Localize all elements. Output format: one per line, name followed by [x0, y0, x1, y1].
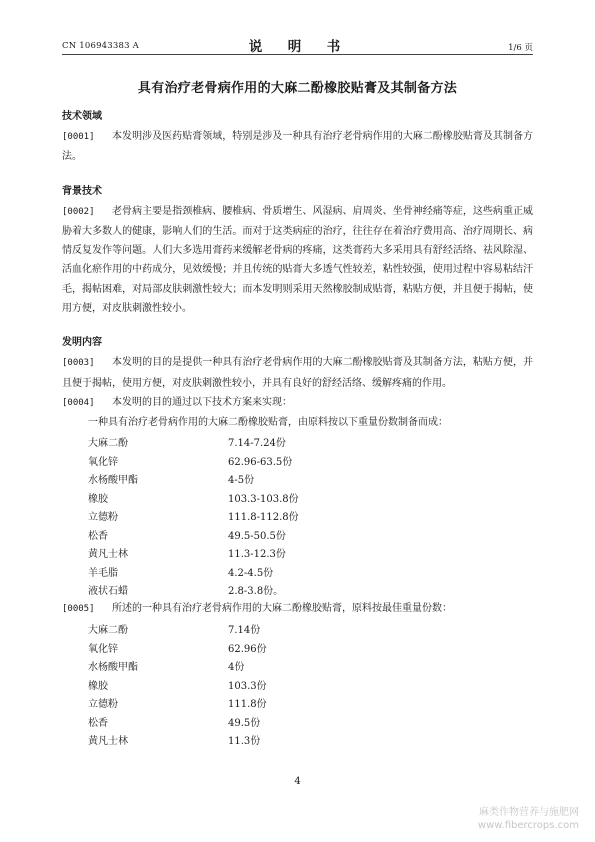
- paragraph-number: [0003]: [62, 358, 95, 369]
- paragraph-text: 老骨病主要是指颈椎病、腰椎病、骨质增生、风湿病、肩周炎、坐骨神经痛等症，这些病重正威胁着大多数人的健康，影响人们的生活。而对于这类病症的治疗，往往存在着治疗费用高、治疗周期长、病情反复发作等问题。人们大多选用膏药来缓解老骨病的疼痛，这类膏药大多采用具有舒经活络、祛风除湿、活血化瘀作用的中药成分，见效缓慢；并且传统的贴膏大多透气性较差，粘性较强，使用过程中容易粘结汗毛，揭帖困难，对局部皮肤刺激性较大；而本发明则采用天然橡胶制成贴膏，粘贴方便，并且便于揭帖，使用方便，对皮肤刺激性较小。: [62, 205, 533, 315]
- paragraph-0003: [62, 353, 533, 393]
- ingredient-row: [88, 451, 299, 470]
- ingredient-amount: 62.96份: [228, 643, 267, 655]
- ingredient-row: [88, 730, 267, 749]
- watermark-url: www.fibercrops.com: [477, 820, 579, 831]
- doc-number: CN 106943383 A: [62, 41, 139, 51]
- doc-type-heading: 说 明 书: [248, 39, 347, 55]
- ingredient-table-optimal: [88, 619, 267, 749]
- ingredient-amount: 49.5-50.5份: [228, 530, 286, 542]
- ingredient-name: 立德粉: [88, 512, 118, 524]
- ingredient-name: 大麻二酚: [88, 625, 128, 637]
- ingredient-amount: 2.8-3.8份。: [228, 586, 284, 598]
- paragraph-0004-subtext: 一种具有治疗老骨病作用的大麻二酚橡胶贴膏，由原料按以下重量份数制备而成：: [88, 417, 448, 429]
- ingredient-name: 羊毛脂: [88, 567, 118, 579]
- ingredient-amount: 111.8-112.8份: [228, 512, 299, 524]
- ingredient-name: 氧化锌: [88, 643, 118, 655]
- ingredient-amount: 11.3-12.3份: [228, 549, 286, 561]
- paragraph-number: [0004]: [62, 397, 95, 408]
- paragraph-text: 本发明的目的通过以下技术方案来实现：: [112, 396, 292, 408]
- ingredient-name: 松香: [88, 717, 108, 729]
- ingredient-amount: 7.14-7.24份: [228, 438, 286, 450]
- paragraph-0001: [62, 127, 533, 167]
- ingredient-row: [88, 433, 299, 452]
- ingredient-name: 氧化锌: [88, 456, 118, 468]
- paragraph-text: 本发明涉及医药贴膏领域，特别是涉及一种具有治疗老骨病作用的大麻二酚橡胶贴膏及其制备方法。: [62, 131, 533, 163]
- ingredient-name: 水杨酸甲酯: [88, 475, 138, 487]
- ingredient-name: 橡胶: [88, 680, 108, 692]
- ingredient-amount: 7.14份: [228, 625, 261, 637]
- ingredient-row: [88, 470, 299, 489]
- ingredient-name: 黄凡士林: [88, 549, 128, 561]
- ingredient-amount: 4-5份: [228, 475, 255, 487]
- ingredient-amount: 111.8份: [228, 699, 267, 711]
- ingredient-amount: 62.96-63.5份: [228, 456, 293, 468]
- paragraph-text: 本发明的目的是提供一种具有治疗老骨病作用的大麻二酚橡胶贴膏及其制备方法，粘贴方便，并且便于揭帖，使用方便，对皮肤刺激性较小，并具有良好的舒经活络、缓解疼痛的作用。: [62, 357, 533, 389]
- ingredient-row: [88, 581, 299, 600]
- document-body: [62, 107, 533, 749]
- ingredient-row: [88, 712, 267, 731]
- ingredient-name: 大麻二酚: [88, 438, 128, 450]
- ingredient-name: 松香: [88, 530, 108, 542]
- watermark-site-name: 麻类作物营养与施肥网: [479, 807, 579, 818]
- ingredient-amount: 49.5份: [228, 717, 261, 729]
- paragraph-number: [0001]: [62, 132, 95, 142]
- paragraph-0004: [62, 393, 533, 413]
- ingredient-name: 液状石蜡: [88, 586, 128, 598]
- ingredient-amount: 103.3-103.8份: [228, 493, 299, 505]
- watermark: [478, 806, 579, 832]
- ingredient-table-range: [88, 433, 299, 600]
- ingredient-row: [88, 507, 299, 526]
- ingredient-row: [88, 656, 267, 675]
- ingredient-row: [88, 525, 299, 544]
- ingredient-row: [88, 619, 267, 638]
- ingredient-amount: 4份: [228, 662, 245, 674]
- paragraph-number: [0005]: [62, 604, 95, 615]
- section-heading-tech-field: 技术领域: [62, 111, 102, 122]
- ingredient-name: 黄凡士林: [88, 736, 128, 748]
- ingredient-row: [88, 488, 299, 507]
- ingredient-row: [88, 675, 267, 694]
- ingredient-row: [88, 638, 267, 657]
- ingredient-amount: 11.3份: [228, 736, 261, 748]
- ingredient-row: [88, 544, 299, 563]
- page-header: [62, 34, 533, 55]
- ingredient-name: 水杨酸甲酯: [88, 662, 138, 674]
- paragraph-number: [0002]: [62, 206, 95, 217]
- document-title: 具有治疗老骨病作用的大麻二酚橡胶贴膏及其制备方法: [137, 81, 458, 96]
- ingredient-amount: 4.2-4.5份: [228, 567, 274, 579]
- section-heading-background: 背景技术: [62, 185, 102, 197]
- ingredient-name: 橡胶: [88, 493, 108, 505]
- page-number: 4: [294, 776, 301, 787]
- ingredient-row: [88, 693, 267, 712]
- section-heading-invention: 发明内容: [62, 337, 102, 349]
- paragraph-0005: [62, 599, 533, 619]
- page-info: 1/6 页: [508, 43, 533, 53]
- ingredient-amount: 103.3份: [228, 680, 267, 692]
- ingredient-row: [88, 562, 299, 581]
- paragraph-text: 所述的一种具有治疗老骨病作用的大麻二酚橡胶贴膏，原料按最佳重量份数：: [112, 603, 452, 615]
- paragraph-0002: [62, 202, 533, 319]
- ingredient-name: 立德粉: [88, 699, 118, 711]
